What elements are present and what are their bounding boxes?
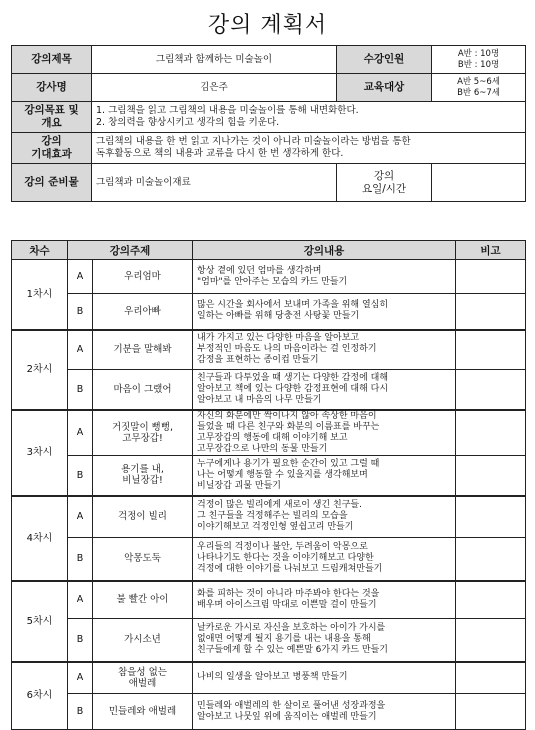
effect-label [12, 133, 92, 164]
group-cell: A [68, 662, 93, 694]
info-row-instructor [12, 74, 526, 102]
table-row [12, 260, 526, 294]
topic-cell [93, 456, 193, 496]
group-cell: A [68, 260, 93, 294]
day-label-line2: 요일/시간 [361, 182, 407, 195]
effect-label-line1: 강의 [41, 135, 62, 147]
content-line: 내가 가지고 있는 다양한 마음을 알아보고 [197, 333, 360, 344]
content-line: 부정적인 마음도 나의 마음이라는 걸 인정하기 [197, 344, 377, 355]
content-line: 알아보고 나뭇잎 위에 움직이는 애벌레 만들기 [197, 711, 377, 722]
group-cell: B [68, 294, 93, 330]
content-line: 고무장갑으로 나만의 동물 만들기 [197, 443, 328, 454]
content-line: 고무장갑의 행동에 대해 이야기해 보고 [197, 432, 348, 443]
table-row [12, 330, 526, 370]
content-line: 친구들에게 할 수 있는 예쁜말 6가지 카드 만들기 [197, 645, 388, 656]
table-row [12, 294, 526, 330]
group-cell: B [68, 370, 93, 410]
header-session: 차수 [12, 241, 68, 260]
content-line: 날카로운 가시로 자신을 보호하는 아이가 가시를 [197, 623, 386, 634]
effect-label-line2: 기대효과 [31, 148, 72, 160]
note-cell [456, 619, 526, 662]
info-row-effect [12, 133, 526, 164]
topic-cell [93, 662, 193, 694]
content-line: 감정을 표현하는 종이컵 만들기 [197, 355, 319, 366]
goal-line1: 1. 그림책을 읽고 그림책의 내용을 미술놀이를 통해 내면화한다. [96, 105, 359, 116]
lecture-title-value: 그림책과 함께하는 미술놀이 [92, 46, 337, 74]
content-cell [193, 260, 456, 294]
session-cell: 4차시 [12, 496, 68, 581]
target-label: 교육대상 [337, 74, 432, 102]
note-cell [456, 260, 526, 294]
capacity-b: B반 : 10명 [457, 59, 500, 70]
page-title: 강의 계획서 [207, 13, 328, 38]
content-line: 민들레와 애벌레의 한 살이로 풀어낸 성장과정을 [197, 700, 386, 711]
content-cell [193, 581, 456, 619]
header-note: 비고 [456, 241, 526, 260]
content-line: 자신의 화분에만 싹이나지 않아 속상한 마음이 [197, 410, 377, 421]
topic-line: 마음이 그랬어 [113, 383, 172, 395]
content-cell [193, 496, 456, 538]
note-cell [456, 496, 526, 538]
content-line: 친구들과 다투었을 때 생기는 다양한 감정에 대해 [197, 372, 389, 383]
session-cell: 2차시 [12, 330, 68, 410]
content-line: 나는 어떻게 행동할 수 있을지를 생각해보며 [197, 469, 368, 480]
content-cell [193, 456, 456, 496]
day-value [432, 164, 526, 202]
content-cell [193, 294, 456, 330]
session-cell: 3차시 [12, 410, 68, 496]
capacity-value [432, 46, 526, 74]
info-row-goal [12, 102, 526, 133]
content-cell [193, 538, 456, 581]
schedule-header-row [12, 241, 526, 260]
topic-line: 용기를 내, [121, 464, 164, 476]
content-line: 알아보고 내 마음의 나무 만들기 [197, 394, 322, 405]
content-line: "엄마"를 안아주는 모습의 카드 만들기 [197, 276, 348, 287]
content-line: 화를 피하는 것이 아니라 마주봐야 한다는 것을 [197, 588, 380, 599]
content-cell [193, 410, 456, 456]
topic-cell [93, 581, 193, 619]
note-cell [456, 410, 526, 456]
target-a: A반 5~6세 [457, 76, 500, 87]
content-line: 나타나기도 한다는 것을 이야기해보고 다양한 [197, 553, 374, 564]
content-cell [193, 330, 456, 370]
content-line: 배우며 아이스크림 막대로 이쁜말 걸이 만들기 [197, 599, 377, 610]
content-line: 우리들의 걱정이나 불안, 두려움이 악몽으로 [197, 542, 368, 553]
content-line: 비닐장갑 괴물 만들기 [197, 480, 281, 491]
instructor-value: 김은주 [92, 74, 337, 102]
topic-line: 민들레와 애벌레 [108, 706, 177, 717]
effect-value [92, 133, 526, 164]
capacity-label: 수강인원 [337, 46, 432, 74]
prep-value: 그림책과 미술놀이재료 [92, 164, 337, 202]
table-row [12, 538, 526, 581]
topic-line: 우리아빠 [124, 305, 161, 317]
topic-line: 기분을 말해봐 [113, 344, 172, 356]
topic-cell [93, 294, 193, 330]
content-line: 걱정에 대한 이야기를 나눠보고 드림캐쳐만들기 [197, 564, 383, 575]
schedule-table [11, 240, 526, 730]
content-line: 그 친구들을 걱정해주는 빌리의 모습을 [197, 511, 348, 522]
group-cell: B [68, 619, 93, 662]
topic-line: 애벌레 [128, 677, 157, 689]
note-cell [456, 581, 526, 619]
lecture-title-label: 강의제목 [12, 46, 92, 74]
group-cell: A [68, 581, 93, 619]
content-cell [193, 370, 456, 410]
capacity-a: A반 : 10명 [457, 48, 500, 59]
note-cell [456, 538, 526, 581]
topic-cell [93, 496, 193, 538]
table-row [12, 370, 526, 410]
note-cell [456, 456, 526, 496]
content-line: 일하는 아빠를 위해 당충전 사탕꽃 만들기 [197, 311, 360, 322]
content-cell [193, 619, 456, 662]
group-cell: A [68, 410, 93, 456]
table-row [12, 694, 526, 730]
session-cell: 1차시 [12, 260, 68, 330]
header-topic: 강의주제 [68, 241, 193, 260]
target-value [432, 74, 526, 102]
table-row [12, 619, 526, 662]
topic-line: 참을성 없는 [118, 666, 167, 678]
day-label [337, 164, 432, 202]
content-line: 없애면 어떻게 될지 용기를 내는 내용을 통해 [197, 634, 371, 645]
topic-line: 악몽도둑 [124, 553, 161, 565]
effect-line1: 그림책의 내용을 한 번 읽고 지나가는 것이 아니라 미술놀이라는 방법을 통한 [96, 136, 411, 147]
note-cell [456, 294, 526, 330]
schedule-body [12, 260, 526, 730]
topic-cell [93, 538, 193, 581]
target-b: B반 6~7세 [457, 87, 500, 98]
group-cell: B [68, 538, 93, 581]
topic-cell [93, 260, 193, 294]
topic-line: 고무장갑! [122, 432, 163, 444]
session-cell: 5차시 [12, 581, 68, 662]
goal-label [12, 102, 92, 133]
content-line: 나비의 일생을 알아보고 병풍책 만들기 [197, 672, 348, 683]
day-label-line1: 강의 [373, 169, 395, 182]
note-cell [456, 330, 526, 370]
group-cell: B [68, 456, 93, 496]
content-line: 누구에게나 용기가 필요한 순간이 있고 그럴 때 [197, 458, 380, 469]
note-cell [456, 662, 526, 694]
topic-cell [93, 619, 193, 662]
goal-line2: 2. 창의력을 향상시키고 생각의 힘을 키운다. [96, 117, 280, 128]
note-cell [456, 694, 526, 730]
content-cell [193, 662, 456, 694]
topic-line: 우리엄마 [124, 271, 161, 282]
table-row [12, 662, 526, 694]
content-line: 항상 곁에 있던 엄마를 생각하며 [197, 265, 322, 276]
topic-cell [93, 694, 193, 730]
group-cell: A [68, 496, 93, 538]
topic-line: 불 빨간 아이 [116, 594, 169, 606]
goal-value [92, 102, 526, 133]
table-row [12, 581, 526, 619]
table-row [12, 410, 526, 456]
content-line: 들었을 때 다른 친구와 화분의 이름표를 바꾸는 [197, 421, 380, 432]
instructor-label: 강사명 [12, 74, 92, 102]
topic-cell [93, 370, 193, 410]
effect-line2: 독후활동으로 책의 내용과 교류을 다시 한 번 생각하게 한다. [96, 148, 344, 159]
topic-cell [93, 410, 193, 456]
content-line: 알아보고 책에 있는 다양한 감정표현에 대해 다시 [197, 383, 389, 394]
table-row [12, 496, 526, 538]
topic-cell [93, 330, 193, 370]
content-line: 많은 시간을 회사에서 보내며 가족을 위해 열심히 [197, 300, 389, 311]
topic-line: 걱정이 빌리 [118, 511, 167, 523]
header-content: 강의내용 [193, 241, 456, 260]
table-row [12, 456, 526, 496]
goal-label-line2: 개요 [41, 117, 62, 129]
info-table [11, 45, 526, 202]
topic-line: 거짓말이 뻥뻥, [111, 421, 174, 433]
prep-label: 강의 준비물 [12, 164, 92, 202]
note-cell [456, 370, 526, 410]
session-cell: 6차시 [12, 662, 68, 730]
topic-line: 비닐장갑! [122, 475, 163, 487]
content-cell [193, 694, 456, 730]
goal-label-line1: 강의목표 및 [24, 104, 79, 116]
info-row-title [12, 46, 526, 74]
content-line: 걱정이 많은 빌리에게 새로이 생긴 친구들. [197, 500, 362, 511]
content-line: 이야기해보고 걱정인형 옆쉽고리 만들기 [197, 522, 354, 533]
info-row-prep [12, 164, 526, 202]
group-cell: B [68, 694, 93, 730]
group-cell: A [68, 330, 93, 370]
topic-line: 가시소년 [124, 634, 161, 646]
